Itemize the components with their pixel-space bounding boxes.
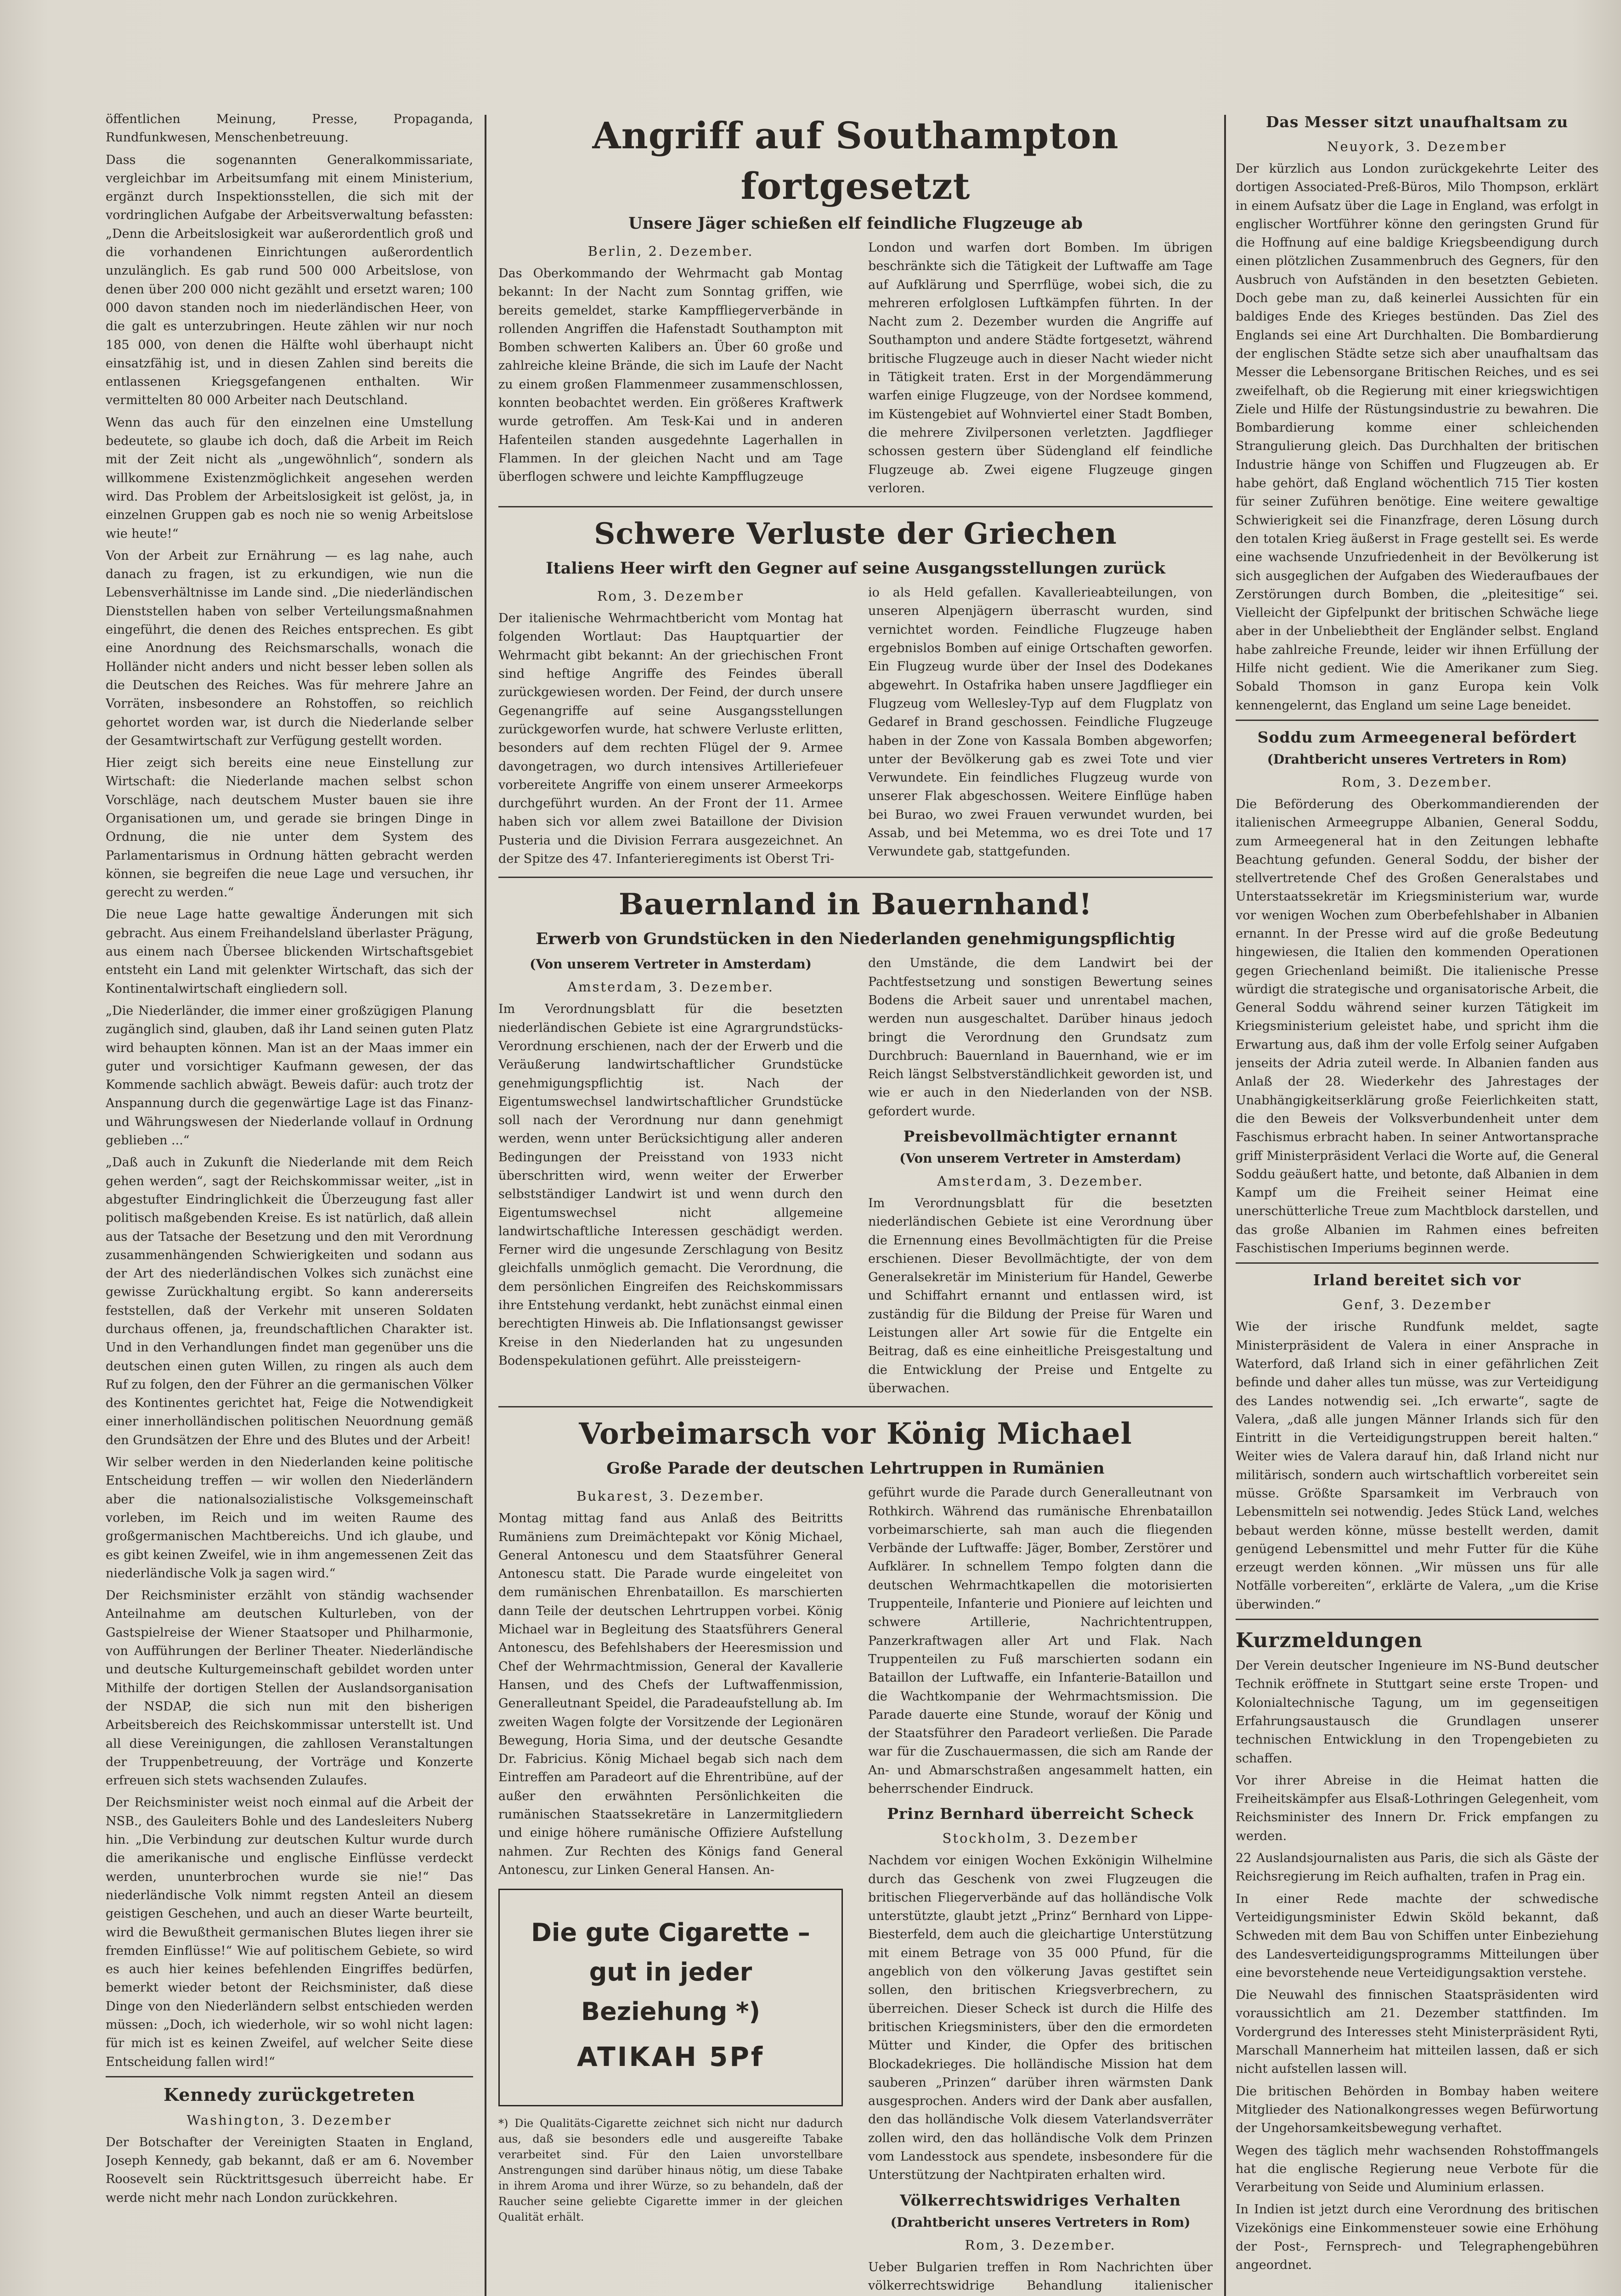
article-text: Ueber Bulgarien treffen in Rom Nachrichten über völkerrechtswidrige Behandlung italienischer	[868, 2260, 1213, 2293]
column-center	[498, 110, 1213, 2296]
ad-footnote: *) Die Qualitäts-Cigarette zeichnet sich nicht nur dadurch aus, daß sie besonders edle und ausgereifte Tabake verarbeitet sind. Für den Laien unvorstellbare Anstrengungen sind darüber hinaus nötig, um diese Tabake in ihrem Aroma und ihrer Würze, so zu behandeln, daß der Raucher seine geliebte Cigarette immer in der gleichen Qualität erhält.	[498, 2117, 843, 2224]
article-text: Der Reichsminister erzählt von ständig wachsender Anteilnahme am deutschen Kulturleben, von der Gastspielreise der Wiener Staatsoper und Philharmonie, von Aufführungen der Berliner Theater. Niederländische und deutsche Kulturgemeinschaft gebildet worden unter Mithilfe der dortigen Stellen der Auslandsorganisation der NSDAP, die sich nun mit den bisherigen Arbeitsbereich des Reichskommissar unterstellt ist. Und all diese Vereinigungen, die zahllosen Veranstaltungen der Truppenbetreuung, der Vorträge und Konzerte erfreuen sich stets wachsenden Zulaufes.	[106, 1588, 473, 1788]
article-body	[498, 954, 1213, 1401]
article-text: Der Botschafter der Vereinigten Staaten in England, Joseph Kennedy, gab bekannt, daß er am 6. November Roosevelt sein Rücktrittsgesuch überreicht habe. Er werde nicht mehr nach London zurückkehren.	[106, 2135, 473, 2205]
article-text: Wie der irische Rundfunk meldet, sagte Ministerpräsident de Valera in einer Ansprache in Waterford, daß Irland sich in einer gefährlichen Zeit befinde und daher alles tun müsse, was zur Verteidigung des Landes notwendig sei. „Ich erwarte“, sagte de Valera, „daß alle jungen Männer Irlands sich für den Eintritt in die Verteidigungstruppen bereit halten.“ Weiter wies de Valera darauf hin, daß Irland nicht nur militärisch, sondern auch wirtschaftlich vorbereitet sein müsse. Größte Sparsamkeit im Verbrauch von Lebensmitteln sei notwendig. Jedes Stück Land, welches bebaut werden könne, müsse bestellt werden, damit genügend Lebensmittel und mehr Futter für die Kühe erzeugt werden können. „Wir müssen uns für alle Notfälle vorbereiten“, erklärte de Valera, „um die Krise überwinden.“	[1236, 1320, 1598, 1612]
article-text: Die Beförderung des Oberkommandierenden der italienischen Armeegruppe Albanien, General Soddu, zum Armeegeneral hat in den Zeitungen lebhafte Beachtung gefunden. General Soddu, der bisher der stellvertretende Chef des Großen Generalstabes und Unterstaatssekretär im Kriegsministerium war, wurde vor wenigen Wochen zum Oberbefehlshaber in Albanien ernannt. In der Presse wird auf die große Bedeutung hingewiesen, die Italien den kommenden Operationen gegen Griechenland beimißt. Die italienische Presse würdigt die strategische und organisatorische Arbeit, die General Soddu während seiner kurzen Tätigkeit im Kriegsministerium geleistet habe, und spricht ihm die Erwartung aus, daß ihm der volle Erfolg seiner Aufgaben jenseits der Adria zuteil werde. In Albanien fanden aus Anlaß der 28. Wiederkehr des Jahrestages der Unabhängigkeitserklärung große Feierlichkeiten statt, die den Beweis der Volksverbundenheit unter dem Faschismus erbracht haben. In seiner Antwortansprache griff Ministerpräsident Verlaci die Worte auf, die General Soddu geäußert hatte, und betonte, daß Albanien in dem Kampf um die Freiheit seiner Heimat eine unerschütterliche Treue zum Machtblock darstellen, und das große Albanien im Rahmen eines befreiten Faschistischen Imperiums beginnen werde.	[1236, 797, 1598, 1256]
brief-item: In einer Rede machte der schwedische Verteidigungsminister Edwin Sköld bekannt, daß Schweden mit dem Bau von Schiffen unter Einbeziehung des Landesverteidigungsprogramms Mitteilungen über eine bevorstehende neue Verteidigungsaktion verstehe.	[1236, 1891, 1598, 1980]
dateline: Berlin, 2. Dezember.	[587, 243, 754, 259]
article-text: London und warfen dort Bomben. Im übrigen beschränkte sich die Tätigkeit der Luftwaffe am Tage auf Aufklärung und Sperrflüge, wobei sich, die zu mehreren erfolglosen Luftkämpfen führten. In der Nacht zum 2. Dezember wurden die Angriffe auf Southampton und andere Städte fortgesetzt, während britische Flugzeuge auch in dieser Nacht wieder nicht in Tätigkeit traten. Erst in der Morgendämmerung warfen einige Flugzeuge, von der Nordsee kommend, im Küstengebiet auf Wohnviertel einer Stadt Bomben, die mehrere Zivilpersonen verletzten. Jagdflieger schossen gestern über Südengland elf feindliche Flugzeuge ab. Zwei eigene Flugzeuge gingen verloren.	[868, 241, 1213, 495]
byline: (Drahtbericht unseres Vertreters in Rom)	[890, 2214, 1191, 2230]
article-text: Von der Arbeit zur Ernährung — es lag nahe, auch danach zu fragen, ist zu erkundigen, wie nun die Lebensverhältnisse im Lande sind. „Die niederländischen Dienststellen haben von selber Verteilungsmaßnahmen eingeführt, die denen des Reiches entsprechen. Es gibt eine Anordnung des Reichsmarschalls, wonach die Holländer nicht anders und nicht besser leben sollen als die Deutschen des Reiches. Was für mehrere Jahre an Vorräten, insbesondere an Rohstoffen, so reichlich gehortet worden war, ist durch die Niederlande selber der Gesamtwirtschaft zur Verfügung gestellt worden.	[106, 548, 473, 748]
column-rule-right	[1224, 115, 1226, 2296]
byline: (Von unserem Vertreter in Amsterdam)	[530, 957, 812, 972]
byline: (Drahtbericht unseres Vertreters in Rom)	[1267, 751, 1567, 767]
dateline: Rom, 3. Dezember	[597, 588, 745, 604]
divider	[498, 877, 1213, 878]
divider	[1236, 1619, 1598, 1620]
cigarette-advert	[498, 1889, 843, 2106]
divider	[106, 2076, 473, 2077]
article-text: Wir selber werden in den Niederlanden keine politische Entscheidung treffen — wir wollen den Niederländern aber die nationalsozialistische Volksgemeinschaft vorleben, im Reich und im weiten Raume des großgermanischen Machtbereichs. Und ich glaube, und es gibt keinen Zweifel, wie in ihm angemessenen Zeit das niederländische Volk ja sagen wird.“	[106, 1455, 473, 1581]
headline-southampton: Angriff auf Southampton fortgesetzt	[592, 114, 1119, 208]
dateline: Stockholm, 3. Dezember	[942, 1830, 1139, 1846]
article-text: Im Verordnungsblatt für die besetzten niederländischen Gebiete ist eine Verordnung über die Ernennung eines Bevollmächtigten für die Preise erschienen. Dieser Bevollmächtigte, der von dem Generalsekretär im Ministerium für Handel, Gewerbe und Schiffahrt ernannt und entlassen wird, ist zuständig für die Bildung der Preise für Waren und Leistungen aller Art sowie für die Entgelte ein Beitrag, daß es eine einheitliche Preisgestaltung und die Entwicklung der Preise und Entgelte zu überwachen.	[868, 1196, 1213, 1396]
dateline: Rom, 3. Dezember.	[965, 2237, 1116, 2253]
subheadline: Unsere Jäger schießen elf feindliche Flugzeuge ab	[628, 214, 1083, 233]
divider	[498, 1406, 1213, 1407]
headline-bernhard: Prinz Bernhard überreicht Scheck	[887, 1805, 1194, 1823]
brief-item: Vor ihrer Abreise in die Heimat hatten die Freiheitskämpfer aus Elsaß-Lothringen Gelegenheit, vom Reichsminister des Innern Dr. Frick empfangen zu werden.	[1236, 1773, 1598, 1843]
article-text: Der Reichsminister weist noch einmal auf die Arbeit der NSB., des Gauleiters Bohle und des Landesleiters Nuberg hin. „Die Verbindung zur deutschen Kultur wurde durch die amerikanische und englische Einflüsse verdeckt werden, ununterbrochen wurde sie nie!“ Das niederländische Volk nimmt regsten Anteil an diesem geistigen Geschehen, und auch an dieser Warte beurteilt, wird die Bewußtheit germanischen Blutes liegen ihrer sie fremden Einflüsse!“ Wie auf politischem Gebiete, so wird es auch hier keines befehlenden Eingriffes bedürfen, bemerkt wieder betont der Reichsminister, daß diese Dinge von den Niederländern selbst entschieden werden müssen: „Doch, ich wiederhole, wir so wohl nicht lagen: für mich ist es keinen Zweifel, auf welcher Seite diese Entscheidung fallen wird!“	[106, 1795, 473, 2069]
brief-item: Wegen des täglich mehr wachsenden Rohstoffmangels hat die englische Regierung neue Verbote für die Verarbeitung von Seide und Aluminium erlassen.	[1236, 2143, 1598, 2195]
brief-item: Die Neuwahl des finnischen Staatspräsidenten wird voraussichtlich am 21. Dezember stattfinden. Im Vordergrund des Interesses steht Ministerpräsident Ryti, Marschall Mannerheim hat mitteilen lassen, daß er sich nicht aufstellen lassen will.	[1236, 1988, 1598, 2077]
dateline: Neuyork, 3. Dezember	[1327, 139, 1507, 154]
headline-irland: Irland bereitet sich vor	[1313, 1271, 1521, 1289]
article-text: Wenn das auch für den einzelnen eine Umstellung bedeutete, so glaube ich doch, daß die Arbeit im Reich mit der Zeit nicht als „ungewöhnlich“, sondern als willkommene Existenzmöglichkeit angesehen werden wird. Das Problem der Arbeitslosigkeit ist gelöst, ja, in einzelnen Gruppen gab es noch nie so wenig Arbeitslose wie heute!“	[106, 415, 473, 541]
column-right	[1236, 110, 1598, 2296]
dateline: Bukarest, 3. Dezember.	[576, 1488, 765, 1504]
article-text: Hier zeigt sich bereits eine neue Einstellung zur Wirtschaft: die Niederlande machen selbst schon Vorschläge, nach deutschem Muster bauen sie ihre Organisationen um, und gerade sie bringen Dinge in Ordnung, die nie unter dem System des Parlamentarismus in Ordnung hätten gebracht werden können, sie begreifen die neue Lage und versuchen, ihr gerecht zu werden.“	[106, 756, 473, 900]
brief-item: Der Verein deutscher Ingenieure im NS-Bund deutscher Technik eröffnete in Stuttgart seine erste Tropen- und Kolonialtechnische Tagung, um im gegenseitigen Erfahrungsaustausch die Grundlagen unserer technischen Entwicklung in den Tropengebieten zu schaffen.	[1236, 1659, 1598, 1766]
column-rule-left	[485, 115, 486, 2296]
article-text: Nachdem vor einigen Wochen Exkönigin Wilhelmine durch das Geschenk von zwei Flugzeugen die britischen Fliegerverbände auf das holländische Volk unterstützte, glaubt jetzt „Prinz“ Bernhard von Lippe-Biesterfeld, dem auch die gleichartige Unterstützung mit einem Betrage von 35 000 Pfund, für die angeblich von den völkerung Javas gestiftet sein sollen, den britischen Kriegsverbrechern, zu überreichen. Dieser Scheck ist durch die Hilfe des britischen Kriegsministers, über den die ermordeten Mütter und Kinder, die Opfer des britischen Blockadekrieges. Die holländische Mission hat dem sauberen „Prinzen“ darüber ihren wärmsten Dank ausgesprochen. Anders wird der Dank aber ausfallen, den das holländische Volk diesem Vaterlandsverräter zollen wird, den das holländische Volk dem Prinzen vom Landesstock aus spendete, insbesondere für die Unterstützung der Nachtpiraten erhalten wird.	[868, 1853, 1213, 2183]
headline-soddu: Soddu zum Armeegeneral befördert	[1257, 728, 1577, 746]
headline-voelkerrecht: Völkerrechtswidriges Verhalten	[900, 2191, 1181, 2209]
brief-item: Die britischen Behörden in Bombay haben weitere Mitglieder des Nationalkongresses wegen Befürwortung der Ungehorsamkeitsbewegung verhaftet.	[1236, 2084, 1598, 2136]
subheadline: Große Parade der deutschen Lehrtruppen in Rumänien	[606, 1459, 1105, 1478]
dateline: Washington, 3. Dezember	[186, 2112, 392, 2128]
subheadline: Italiens Heer wirft den Gegner auf seine Ausgangsstellungen zurück	[546, 559, 1165, 578]
dateline: Genf, 3. Dezember	[1342, 1297, 1492, 1313]
divider	[498, 506, 1213, 507]
divider	[1236, 1262, 1598, 1264]
article-text: „Die Niederländer, die immer einer großzügigen Planung zugänglich sind, glauben, daß ihr Land seinen guten Platz wird behaupten können. Man ist an der Maas immer ein guter und vorsichtiger Kaufmann gewesen, der das Kommende sachlich abwägt. Beweis dafür: auch trotz der Anspannung durch die gegenwärtige Lage ist das Finanz- und Währungswesen der Niederlande vollauf in Ordnung geblieben ...“	[106, 1003, 473, 1148]
dateline: Amsterdam, 3. Dezember.	[937, 1173, 1144, 1189]
ad-brand: ATIKAH 5Pf	[576, 2041, 765, 2073]
article-text: Dass die sogenannten Generalkommissariate, vergleichbar im Arbeitsumfang mit einem Ministerium, ergänzt durch Inspektionsstellen, die sich mit der vordringlichen Aufgabe der Arbeitsverwaltung befassten: „Denn die Arbeitslosigkeit war außerordentlich groß und die vorhandenen Einrichtungen außerordentlich unzulänglich. Es gab rund 500 000 Arbeitslose, von denen über 200 000 nicht gezählt und ersetzt waren; 100 000 davon standen noch im niederländischen Heer, von die galt es unterzubringen. Heute zählen wir nur noch 185 000, von denen die Hälfte wohl überhaupt nicht einsatzfähig ist, und in diesen Zahlen sind bereits die entlassenen Kriegsgefangenen enthalten. Wir vermittelten 80 000 Arbeiter nach Deutschland.	[106, 152, 473, 408]
headline-griechen: Schwere Verluste der Griechen	[594, 517, 1117, 551]
byline: (Von unserem Vertreter in Amsterdam)	[899, 1150, 1181, 1166]
headline-preis: Preisbevollmächtigter ernannt	[903, 1127, 1178, 1145]
headline-michael: Vorbeimarsch vor König Michael	[579, 1417, 1132, 1452]
article-text: Der italienische Wehrmachtbericht vom Montag hat folgenden Wortlaut: Das Hauptquartier der Wehrmacht gibt bekannt: An der griechischen Front sind heftige Angriffe des Feindes überall zurückgewiesen worden. Der Feind, der durch unsere Gegenangriffe auf seine Ausgangsstellungen zurückgeworfen wurde, hat schwere Verluste erlitten, besonders auf dem rechten Flügel der 9. Armee davongetragen, wo durch intensives Artilleriefeuer vorbereitete Angriffe von einem unserer Armeekorps durchgeführt wurden. An der Front der 11. Armee haben sich vor allem zwei Bataillone der Division Pusteria und die Division Ferrara ausgezeichnet. An der Spitze des 47. Infanterieregiments ist Oberst Tri-	[498, 611, 843, 867]
article-text: Montag mittag fand aus Anlaß des Beitritts Rumäniens zum Dreimächtepakt vor König Michael, General Antonescu und dem Staatsführer General Antonescu statt. Die Parade wurde eingeleitet von dem rumänischen Ehrenbataillon. Es marschierten dann Teile der deutschen Lehrtruppen vorbei. König Michael war in Begleitung des Staatsführers General Antonescu, des Befehlshabers der Heeresmission und Chef der Wehrmachtmission, General der Kavallerie Hansen, und des Chefs der Luftwaffenmission, Generalleutnant Speidel, die Paradeaufstellung ab. Im zweiten Wagen folgte der Vorsitzende der Legionären Bewegung, Horia Sima, und der deutsche Gesandte Dr. Fabricius. König Michael begab sich nach dem Eintreffen am Paradeort auf die Ehrentribüne, auf der außer den erwähnten Persönlichkeiten die rumänischen Staatssekretäre in Lanzermitgliedern und einige höhere rumänische Offiziere Aufstellung nahmen. Zur Rechten des Königs fand General Antonescu, zur Linken General Hansen. An-	[498, 1511, 843, 1877]
article-body	[498, 1484, 1213, 2296]
ad-line: gut in jeder Beziehung *)	[581, 1958, 761, 2026]
divider	[1236, 720, 1598, 721]
dateline: Rom, 3. Dezember.	[1341, 774, 1493, 790]
article-text: Der kürzlich aus London zurückgekehrte Leiter des dortigen Associated-Preß-Büros, Milo Thompson, erklärt in einem Aufsatz über die Lage in England, was erfolgt in englischer Wortführer könne den geringsten Grund für die Hoffnung auf eine baldige Kriegsbeendigung durch einen plötzlichen Zusammenbruch des Gegners, für den Ausbruch von Aufständen in den besetzten Gebieten. Doch gebe man zu, daß keinerlei Aussichten für ein baldiges Ende des Krieges bestünden. Das Ziel des Englands sei eine Art Durchhalten. Die Bombardierung der englischen Städte setze sich aber unaufhaltsam das Messer die Lebensorgane Britischen Reiches, und es sei zweifelhaft, ob die Regierung mit einer kriegswichtigen Ziele und Hilfe der Rüstungsindustrie zu bewahren. Die Bombardierung komme einer schleichenden Strangulierung gleich. Das Durchhalten der britischen Industrie hänge von Schiffen und Flugzeugen ab. Er habe gehört, daß England wöchentlich 715 Tier kosten für seiner Zuführen benötige. Eine weitere gewaltige Schwierigkeit sei die Finanzfrage, deren Lösung durch den totalen Krieg äußerst in Frage gestellt sei. Es werde eine wachsende Unzufriedenheit in der Bevölkerung ist sich ausgeglichen der Aufgaben des Wiederaufbaues der Zerstörungen durch Bomben, die „pleitesitige“ sei. Vielleicht der Gipfelpunkt der britischen Schwäche liege aber in der Unbeliebtheit der Engländer selbst. England habe zahlreiche Freunde, leider wir ihnen Erfüllung der Hilfe nicht gedient. Wie die Amerikaner zum Sieg. Sobald Thomson in ganz Europa kein Volk kennengelernt, das England um seine Lage beneidet.	[1236, 162, 1598, 713]
article-text: Im Verordnungsblatt für die besetzten niederländischen Gebiete ist eine Agrargrundstücks-Verordnung erschienen, nach der der Erwerb und die Veräußerung landwirtschaftlicher Grundstücke genehmigungspflichtig ist. Nach der Eigentumswechsel landwirtschaftlicher Grundstücke soll nach der Verordnung nur dann genehmigt werden, wenn unter Berücksichtigung aller anderen Bedingungen der Preisstand von 1933 nicht überschritten wird, wenn weiter der Erwerber selbstständiger Landwirt ist und wenn durch den Eigentumswechsel nicht allgemeine landwirtschaftliche Interessen geschädigt werden. Ferner wird die ungesunde Zerschlagung von Besitz gleichfalls unmöglich gemacht. Die Verordnung, die dem persönlichen Eingreifen des Reichskommissars ihre Entstehung verdankt, hebt zunächst einmal einen berechtigten Hinweis ab. Die Inflationsangst gewisser Kreise in den Niederlanden hat zu ungesunden Bodenspekulationen geführt. Alle preissteigern-	[498, 1002, 843, 1368]
brief-item: 22 Auslandsjournalisten aus Paris, die sich als Gäste der Reichsregierung im Reich aufhalten, trafen in Prag ein.	[1236, 1851, 1598, 1884]
headline-messer: Das Messer sitzt unaufhaltsam zu	[1265, 113, 1569, 131]
article-text: „Daß auch in Zukunft die Niederlande mit dem Reich gehen werden“, sagt der Reichskommissar weiter, „ist in abgestufter Eindringlichkeit die Überzeugung fast aller politisch maßgebenden Kreise. Es ist natürlich, daß allein aus der Tatsache der Besetzung und den mit Verordnung zusammenhängenden Schwierigkeiten und sodann aus der Art des niederländischen Volkes sich zunächst eine gewisse Zurückhaltung ergibt. So kann andererseits feststellen, daß der Verkehr mit unseren Soldaten durchaus offenen, ja, freundschaftlichen Charakter ist. Und in den Verhandlungen findet man gegenüber uns die deutschen einen guten Willen, zu ringen als auch dem Ruf zu folgen, den der Führer an die germanischen Völker des Kontinentes gerichtet hat, Feige die Notwendigkeit einer innerholländischen politischen Neuordnung gemäß den Grundsätzen der Ehre und des Blutes und der Arbeit!	[106, 1155, 473, 1447]
subheadline: Erwerb von Grundstücken in den Niederlanden genehmigungspflichtig	[536, 929, 1175, 949]
article-text: Das Oberkommando der Wehrmacht gab Montag bekannt: In der Nacht zum Sonntag griffen, wie bereits gemeldet, starke Kampffliegerverbände in rollenden Angriffen die Hafenstadt Southampton mit Bomben schwerten Kalibers an. Über 60 große und zahlreiche kleine Brände, die sich im Laufe der Nacht zu einem großen Flammenmeer zusammenschlossen, konnten beobachtet werden. Ein größeres Kraftwerk wurde getroffen. Am Tesk-Kai und in anderen Hafenteilen standen ausgedehnte Lagerhallen in Flammen. In der gleichen Nacht und am Tage überflogen schwere und leichte Kampfflugzeuge	[498, 266, 843, 484]
article-text: io als Held gefallen. Kavallerieabteilungen, von unseren Alpenjägern überrascht wurden, sind vernichtet worden. Feindliche Flugzeuge haben ergebnislos Bomben auf einige Ortschaften geworfen. Ein Flugzeug wurde über der Insel des Dodekanes abgewehrt. In Ostafrika haben unsere Jagdflieger ein Flugzeug vom Wellesley-Typ auf dem Flugplatz von Gedaref in Brand geschossen. Feindliche Flugzeuge haben in der Zone von Kassala Bomben abgeworfen; unter der Bevölkerung gab es zwei Tote und vier Verwundete. Ein feindliches Flugzeug wurde von unserer Flak abgeschossen. Weitere Einflüge haben bei Burao, wo zwei Frauen verwundet wurden, bei Assab, und bei Metemma, wo es drei Tote und 17 Verwundete gab, stattgefunden.	[868, 585, 1213, 859]
article-body	[498, 584, 1213, 872]
article-text: geführt wurde die Parade durch Generalleutnant von Rothkirch. Während das rumänische Ehrenbataillon vorbeimarschierte, sah man auch die fliegenden Verbände der Luftwaffe: Jäger, Bomber, Zerstörer und Aufklärer. In schnellem Tempo folgten dann die deutschen Wehrmachtkapellen die motorisierten Truppenteile, Infanterie und Pioniere auf leichten und schwere Artillerie, Nachrichtentruppen, Panzerkraftwagen aller Art und Flak. Nach Truppenteilen zu Fuß marschierten sodann ein Bataillon der Luftwaffe, ein Infanterie-Bataillon und die Wachtkompanie der Wehrmachtsmission. Die Parade dauerte eine Stunde, worauf der König und der Staatsführer den Paradeort verließen. Die Parade war für die Zuschauermassen, die sich am Rande der An- und Abmarschstraßen angesammelt hatten, ein beherrschender Eindruck.	[868, 1486, 1213, 1796]
dateline: Amsterdam, 3. Dezember.	[567, 979, 774, 995]
headline-kurzmeldungen: Kurzmeldungen	[1236, 1629, 1423, 1653]
headline-kennedy: Kennedy zurückgetreten	[164, 2084, 415, 2105]
column-left	[106, 110, 473, 2296]
article-text: den Umstände, die dem Landwirt bei der Pachtfestsetzung und sonstigen Bewertung seines Bodens die Arbeit sauer und unrentabel machen, werden nun ausgeschaltet. Darüber hinaus jedoch bringt die Verordnung den Grundsatz zum Durchbruch: Bauernland in Bauernhand, wie er im Reich längst Selbstverständlichkeit geworden ist, und wie er auch in den Niederlanden von der NSB. gefordert wurde.	[868, 956, 1213, 1119]
article-text: öffentlichen Meinung, Presse, Propaganda, Rundfunkwesen, Menschenbetreuung.	[106, 112, 473, 145]
headline-bauernland: Bauernland in Bauernhand!	[619, 887, 1092, 922]
article-text: Die neue Lage hatte gewaltige Änderungen mit sich gebracht. Aus einem Freihandelsland überlaster Prägung, aus einem nach Übersee blickenden Wirtschaftsgebiet entsteht ein Land mit gelenkter Wirtschaft, das sich der Kontinentalwirtschaft eingliedern soll.	[106, 907, 473, 996]
article-body	[498, 239, 1213, 501]
brief-item: In Indien ist jetzt durch eine Verordnung des britischen Vizekönigs eine Einkommensteuer sowie eine Erhöhung der Post-, Fernsprech- und Telegraphengebühren angeordnet.	[1236, 2202, 1598, 2273]
ad-line: Die gute Cigarette –	[531, 1918, 810, 1947]
